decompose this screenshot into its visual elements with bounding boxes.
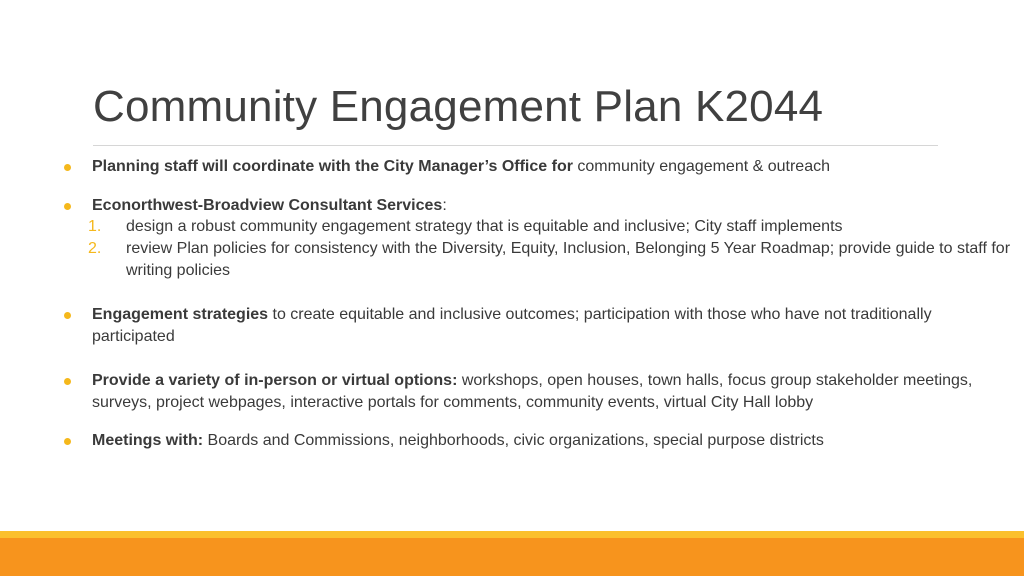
item-number: 2.: [88, 240, 102, 257]
bullet-lead: Econorthwest-Broadview Consultant Services: [92, 197, 443, 214]
bullet-lead: Meetings with:: [92, 432, 204, 449]
bullet-text: [92, 195, 1022, 217]
slide-title: Community Engagement Plan K2044: [93, 82, 824, 131]
bullet-dot-icon: [64, 203, 71, 210]
bullet-text: [92, 156, 1022, 178]
bullet-body: workshops, open houses, town halls, focus group stakeholder meetings, surveys, project webpages, interactive portals for comments, community events, virtual City Hall lobby: [92, 372, 973, 411]
bullet-dot-icon: [64, 164, 71, 171]
bullet-lead: Engagement strategies: [92, 306, 269, 323]
bullet-dot-icon: [64, 312, 71, 319]
bullet-body: to create equitable and inclusive outcomes; participation with those who have not traditionally participated: [92, 306, 932, 345]
bullet-dot-icon: [64, 378, 71, 385]
item-text: design a robust community engagement strategy that is equitable and inclusive; City staff implements: [126, 218, 843, 235]
footer-band-dark: [0, 538, 1024, 576]
bullet-text: [92, 430, 1022, 452]
bullet-body: community engagement & outreach: [572, 158, 830, 175]
bullet-lead: Planning staff will coordinate with the City Manager’s Office for: [92, 158, 573, 175]
bullet-body: Boards and Commissions, neighborhoods, civic organizations, special purpose districts: [203, 432, 824, 449]
bullet-body: :: [442, 197, 447, 214]
item-text: review Plan policies for consistency with the Diversity, Equity, Inclusion, Belonging 5 Year Roadmap; provide guide to staff for writing policies: [126, 240, 1011, 279]
bullet-text: [92, 304, 972, 348]
bullet-text: [92, 370, 1022, 414]
item-number: 1.: [88, 218, 102, 235]
bullet-lead: Provide a variety of in-person or virtual options:: [92, 372, 458, 389]
footer-band-light: [0, 531, 1024, 538]
bullet-dot-icon: [64, 438, 71, 445]
